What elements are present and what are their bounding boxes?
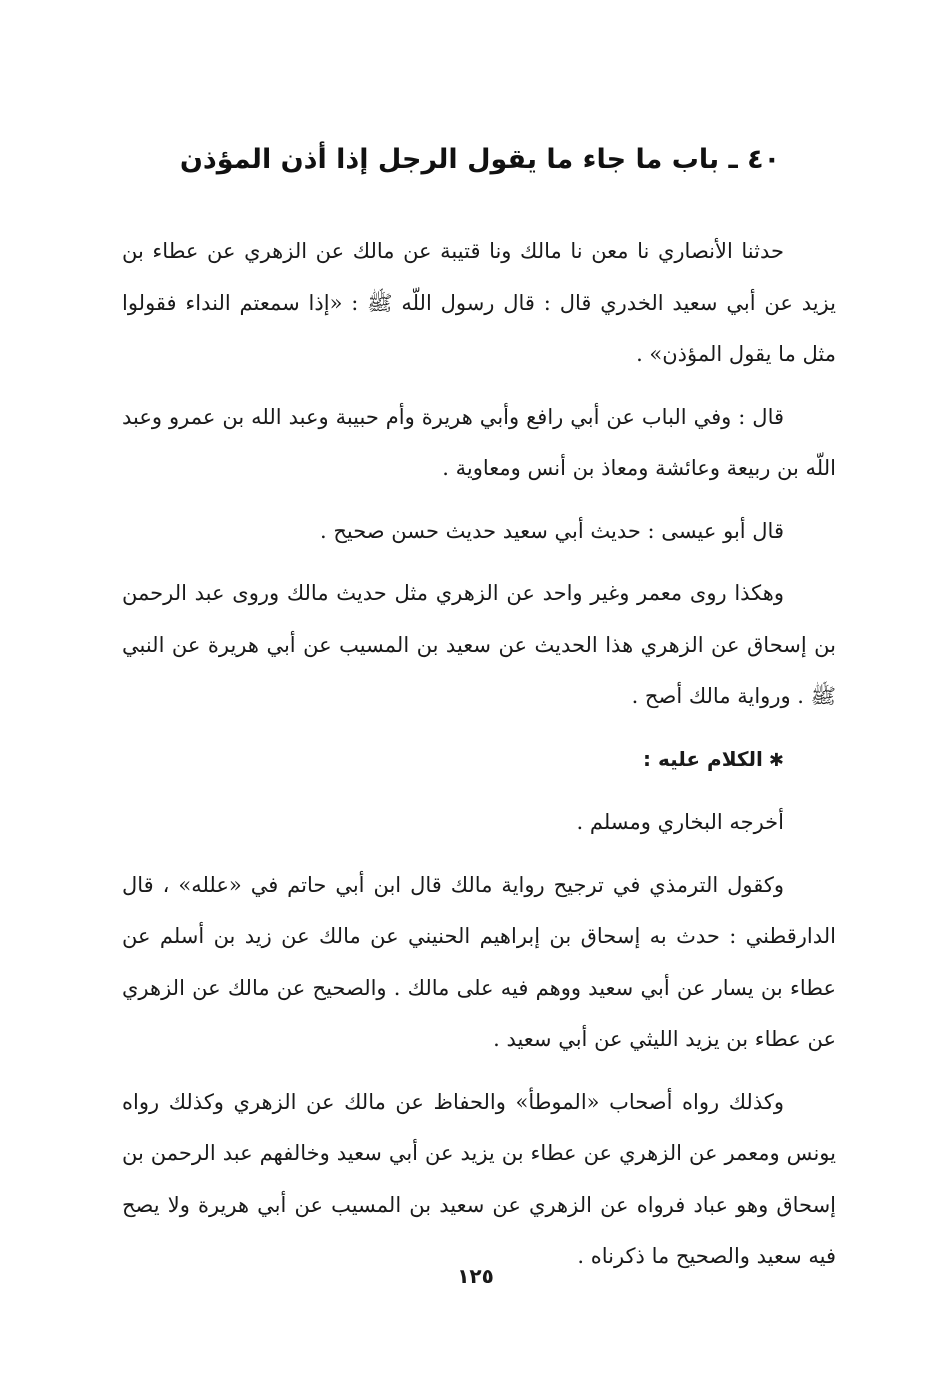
section-heading-label: الكلام عليه : bbox=[643, 746, 763, 771]
star-icon: ✱ bbox=[768, 749, 784, 771]
paragraph-related: قال : وفي الباب عن أبي رافع وأبي هريرة وأم حبيبة وعبد الله بن عمرو وعبد اللّه بن ربيعة وعائشة ومعاذ بن أنس ومعاوية . bbox=[122, 404, 836, 480]
paragraph-muwatta: وكذلك رواه أصحاب «الموطأ» والحفاظ عن مالك عن الزهري وكذلك رواه يونس ومعمر عن الزهري عن عطاء بن يزيد عن أبي سعيد وخالفهم عبد الرحمن بن إسحاق وهو عباد فرواه عن الزهري عن سعيد بن المسيب عن أبي هريرة ولا يصح فيه سعيد والصحيح ما ذكرناه . bbox=[122, 1089, 836, 1268]
paragraph-narrations: وهكذا روى معمر وغير واحد عن الزهري مثل حديث مالك وروى عبد الرحمن بن إسحاق عن الزهري هذا الحديث عن سعيد بن المسيب عن أبي هريرة عن النبي ﷺ . ورواية مالك أصح . bbox=[122, 581, 836, 708]
paragraph-daraqutni: وكقول الترمذي في ترجيح رواية مالك قال ابن أبي حاتم في «علله» ، قال الدارقطني : حدث به إسحاق بن إبراهيم الحنيني عن مالك عن زيد بن أسلم عن عطاء بن يسار عن أبي سعيد ووهم فيه على مالك . والصحيح عن مالك عن الزهري عن عطاء بن يزيد الليثي عن أبي سعيد . bbox=[122, 872, 836, 1051]
paragraph-takhrij: أخرجه البخاري ومسلم . bbox=[576, 810, 784, 834]
page-number: ١٢٥ bbox=[457, 1264, 494, 1288]
section-heading bbox=[122, 734, 836, 787]
paragraph-abu-isa: قال أبو عيسى : حديث أبي سعيد حديث حسن صحيح . bbox=[319, 518, 784, 543]
body-text bbox=[122, 226, 836, 1294]
paragraph-hadith: حدثنا الأنصاري نا معن نا مالك ونا قتيبة عن مالك عن الزهري عن عطاء بن يزيد عن أبي سعيد الخدري قال : قال رسول اللّه ﷺ : «إذا سمعتم النداء فقولوا مثل ما يقول المؤذن» . bbox=[122, 239, 836, 366]
chapter-title: ٤٠ ـ باب ما جاء ما يقول الرجل إذا أذن المؤذن bbox=[179, 144, 781, 175]
